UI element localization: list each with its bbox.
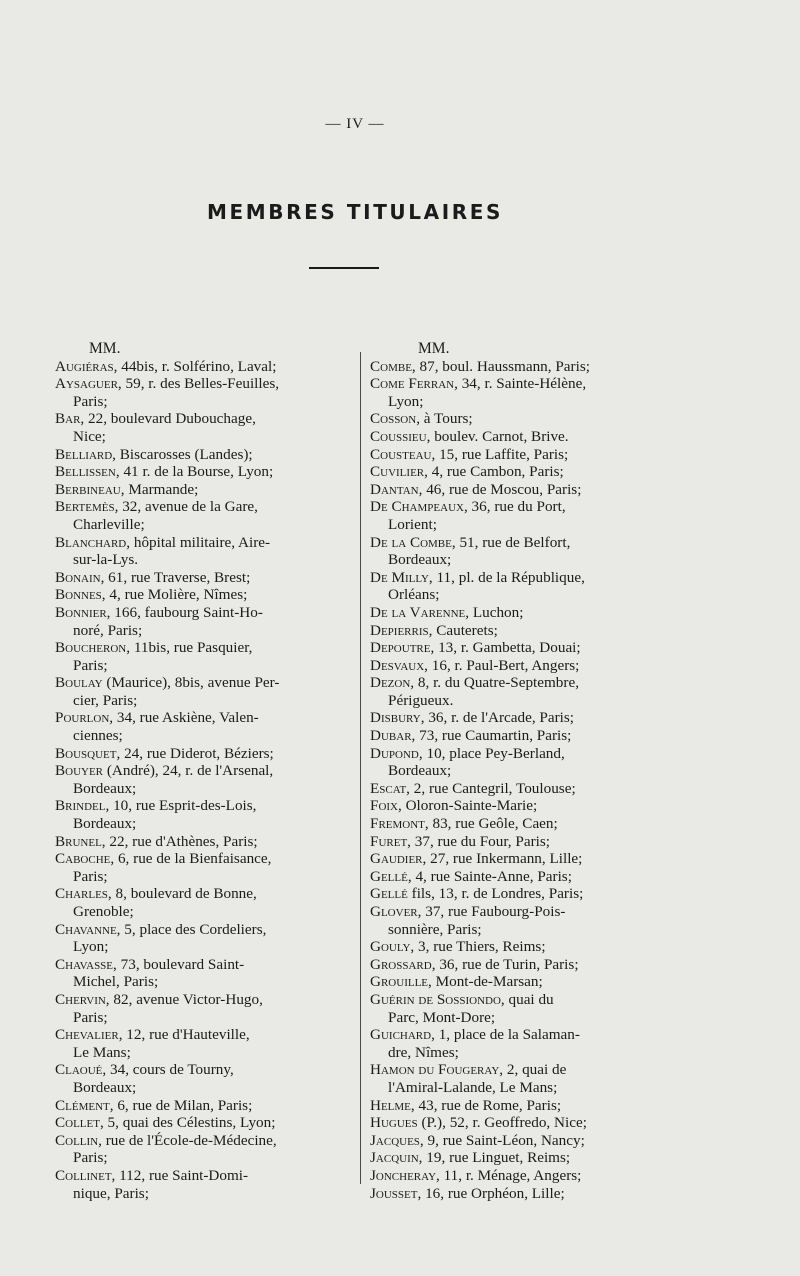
member-address-continuation: Bordeaux; — [388, 762, 452, 780]
member-entry — [370, 956, 660, 974]
member-entry — [370, 903, 660, 938]
member-entry — [55, 850, 347, 885]
member-address: 4, rue Molière, Nîmes; — [109, 586, 248, 604]
member-name: Berbineau, — [55, 480, 125, 498]
member-name: Chervin, — [55, 990, 110, 1008]
member-entry — [370, 604, 660, 622]
member-entry — [370, 428, 660, 446]
member-entry — [55, 463, 347, 481]
member-address: (Maurice), 8bis, avenue Per- — [106, 674, 280, 692]
member-address: 61, rue Traverse, Brest; — [108, 568, 251, 586]
member-entry — [370, 727, 660, 745]
member-address: Marmande; — [128, 480, 199, 498]
member-name: Desvaux, — [370, 656, 428, 674]
member-entry — [370, 1097, 660, 1115]
member-entry — [55, 358, 347, 376]
member-address-continuation: nique, Paris; — [73, 1184, 149, 1202]
member-entry — [370, 639, 660, 657]
member-entry — [370, 868, 660, 886]
member-address-continuation: Orléans; — [388, 586, 440, 604]
member-name: Jacques, — [370, 1131, 424, 1149]
member-address-continuation: Nice; — [73, 427, 106, 445]
member-address-continuation: dre, Nîmes; — [388, 1043, 459, 1061]
member-address: 46, rue de Moscou, Paris; — [426, 480, 582, 498]
member-name: Gaudier, — [370, 850, 427, 868]
member-address-continuation: Paris; — [73, 867, 108, 885]
member-address-continuation: Paris; — [73, 392, 108, 410]
member-name: Combe, — [370, 357, 416, 375]
member-entry — [55, 833, 347, 851]
member-entry — [370, 657, 660, 675]
member-address-continuation: Périgueux. — [388, 691, 454, 709]
member-entry — [55, 762, 347, 797]
member-name: Joncheray, — [370, 1166, 440, 1184]
member-address: 37, rue Faubourg-Pois- — [425, 903, 566, 920]
member-entry — [55, 709, 347, 744]
member-address: rue de l'École-de-Médecine, — [105, 1131, 277, 1149]
member-entry — [370, 833, 660, 851]
member-name: Dantan, — [370, 480, 423, 498]
member-address-continuation: sur-la-Lys. — [73, 551, 139, 569]
member-entry — [55, 534, 347, 569]
member-entry — [370, 1149, 660, 1167]
member-address: 11, pl. de la République, — [436, 568, 585, 586]
left-member-list — [55, 358, 347, 1203]
member-address-continuation: Paris; — [73, 1008, 108, 1026]
member-entry — [370, 1026, 660, 1061]
member-entry — [55, 498, 347, 533]
member-address-continuation: Lyon; — [73, 938, 109, 956]
member-name: Glover, — [370, 903, 422, 920]
member-address: 6, rue de Milan, Paris; — [117, 1096, 253, 1114]
member-address-continuation: ciennes; — [73, 727, 123, 745]
member-address: quai du — [508, 990, 554, 1008]
member-address: 15, rue Laffite, Paris; — [439, 445, 569, 463]
member-address: Biscarosses (Landes); — [119, 445, 253, 463]
member-entry — [55, 885, 347, 920]
member-address-continuation: sonnière, Paris; — [388, 920, 482, 938]
member-address: 73, rue Caumartin, Paris; — [419, 727, 572, 745]
member-address: 87, boul. Haussmann, Paris; — [419, 357, 590, 375]
member-address: fils, 13, r. de Londres, Paris; — [411, 885, 584, 903]
member-address: 22, boulevard Dubouchage, — [88, 410, 256, 428]
member-address: boulev. Carnot, Brive. — [434, 427, 569, 445]
member-name: Bonnier, — [55, 603, 111, 621]
column-divider — [360, 352, 361, 1184]
member-name: Dupond, — [370, 744, 423, 762]
member-entry — [370, 745, 660, 780]
member-address: 4, rue Sainte-Anne, Paris; — [415, 867, 572, 885]
member-address: 43, rue de Rome, Paris; — [418, 1096, 562, 1114]
member-address: 32, avenue de la Gare, — [122, 498, 258, 516]
member-entry — [370, 991, 660, 1026]
member-entry — [55, 1114, 347, 1132]
member-name: Bar, — [55, 410, 85, 428]
member-name: Collet, — [55, 1114, 104, 1132]
member-entry — [370, 622, 660, 640]
member-name: Foix, — [370, 797, 402, 815]
member-name: Cosson, — [370, 410, 420, 428]
member-address: 34, rue Askiène, Valen- — [116, 709, 259, 727]
member-entry — [55, 1026, 347, 1061]
member-name: Brindel, — [55, 797, 110, 815]
member-address: 37, rue du Four, Paris; — [414, 832, 550, 850]
member-address: 5, place des Cordeliers, — [124, 920, 267, 938]
member-name: Collin, — [55, 1131, 102, 1149]
member-name: Gouly, — [370, 938, 415, 956]
member-name: Aysaguer, — [55, 375, 122, 393]
member-address: 8, boulevard de Bonne, — [115, 885, 257, 903]
member-name: Clément, — [55, 1096, 114, 1114]
member-entry — [55, 991, 347, 1026]
member-name: Helme, — [370, 1096, 415, 1114]
member-name: Dubar, — [370, 727, 416, 745]
member-name: Bonnes, — [55, 586, 106, 604]
member-address: 27, rue Inkermann, Lille; — [430, 850, 583, 868]
member-name: De la Varenne, — [370, 603, 470, 621]
member-name: Guichard, — [370, 1026, 435, 1044]
member-entry — [370, 410, 660, 428]
member-address: 8, r. du Quatre-Septembre, — [417, 674, 579, 692]
member-address: 4, rue Cambon, Paris; — [431, 463, 564, 481]
member-address: 11, r. Ménage, Angers; — [443, 1166, 582, 1184]
member-entry — [370, 850, 660, 868]
member-address-continuation: Grenoble; — [73, 903, 134, 920]
member-entry — [370, 797, 660, 815]
member-name: Hugues — [370, 1114, 418, 1132]
member-name: Guérin de Sossiondo, — [370, 990, 505, 1008]
member-entry — [55, 921, 347, 956]
member-name: Boulay — [55, 674, 103, 692]
member-address: 24, rue Diderot, Béziers; — [124, 744, 274, 762]
member-address-continuation: Bordeaux; — [73, 1078, 137, 1096]
member-address: Luchon; — [472, 603, 524, 621]
member-name: Belliard, — [55, 445, 116, 463]
member-entry — [370, 463, 660, 481]
member-address: à Tours; — [423, 410, 473, 428]
member-name: Bouyer — [55, 762, 104, 780]
member-address: 5, quai des Célestins, Lyon; — [107, 1114, 276, 1132]
member-address: 44bis, r. Solférino, Laval; — [121, 357, 277, 375]
member-name: Disbury, — [370, 709, 425, 727]
left-column — [55, 340, 347, 1202]
member-address: 1, place de la Salaman- — [438, 1026, 580, 1044]
member-entry — [55, 410, 347, 445]
member-name: Furet, — [370, 832, 411, 850]
member-address: Cauterets; — [436, 621, 498, 639]
member-name: Bonain, — [55, 568, 105, 586]
member-entry — [55, 604, 347, 639]
member-entry — [370, 446, 660, 464]
title-rule — [309, 267, 379, 269]
member-entry — [370, 973, 660, 991]
member-address: 11bis, rue Pasquier, — [133, 639, 253, 657]
member-name: Hamon du Fougeray, — [370, 1061, 504, 1079]
member-entry — [55, 745, 347, 763]
member-name: Bertemès, — [55, 498, 119, 516]
member-address: 22, rue d'Athènes, Paris; — [109, 832, 258, 850]
member-address-continuation: cier, Paris; — [73, 691, 138, 709]
member-entry — [370, 498, 660, 533]
member-entry — [55, 1097, 347, 1115]
member-name: Claoué, — [55, 1061, 107, 1079]
member-address: 9, rue Saint-Léon, Nancy; — [427, 1131, 585, 1149]
member-name: Jacquin, — [370, 1149, 423, 1167]
member-entry — [370, 569, 660, 604]
member-name: Brunel, — [55, 832, 106, 850]
member-address: 16, rue Orphéon, Lille; — [425, 1184, 565, 1202]
member-address: 10, place Pey-Berland, — [426, 744, 565, 762]
member-name: Collinet, — [55, 1166, 116, 1184]
member-name: Augiéras, — [55, 357, 118, 375]
member-name: Cousteau, — [370, 445, 436, 463]
member-address-continuation: Bordeaux; — [73, 779, 137, 797]
member-entry — [55, 1167, 347, 1202]
right-member-list — [370, 358, 660, 1203]
member-entry — [370, 780, 660, 798]
left-column-heading: MM. — [89, 340, 121, 357]
page-title: MEMBRES TITULAIRES — [206, 200, 504, 224]
member-address: 3, rue Thiers, Reims; — [418, 938, 546, 956]
member-address-continuation: l'Amiral-Lalande, Le Mans; — [388, 1078, 558, 1096]
member-entry — [55, 569, 347, 587]
member-address: 83, rue Geôle, Caen; — [432, 815, 558, 833]
member-entry — [370, 815, 660, 833]
member-entry — [370, 1114, 660, 1132]
member-name: Come Ferran, — [370, 375, 458, 393]
member-name: Grouille, — [370, 973, 432, 991]
member-name: Bellissen, — [55, 463, 120, 481]
member-entry — [370, 1167, 660, 1185]
member-address-continuation: Bordeaux; — [73, 815, 137, 833]
member-name: Chavasse, — [55, 955, 117, 973]
member-name: De Milly, — [370, 568, 433, 586]
member-name: Gellé, — [370, 867, 412, 885]
member-address: (André), 24, r. de l'Arsenal, — [106, 762, 274, 780]
member-address-continuation: Le Mans; — [73, 1043, 131, 1061]
member-entry — [55, 674, 347, 709]
member-address: 19, rue Linguet, Reims; — [426, 1149, 571, 1167]
member-address: hôpital militaire, Aire- — [133, 533, 271, 551]
member-name: Blanchard, — [55, 533, 131, 551]
member-entry — [370, 1132, 660, 1150]
member-address-continuation: Parc, Mont-Dore; — [388, 1008, 496, 1026]
member-entry — [55, 586, 347, 604]
member-name: Dezon, — [370, 674, 415, 692]
member-address: 16, r. Paul-Bert, Angers; — [431, 656, 580, 674]
member-address: 166, faubourg Saint-Ho- — [114, 603, 263, 621]
member-address: 82, avenue Victor-Hugo, — [113, 990, 263, 1008]
right-column-heading: MM. — [418, 340, 450, 357]
member-address: Oloron-Sainte-Marie; — [405, 797, 538, 815]
member-entry — [370, 1185, 660, 1203]
member-name: Gellé — [370, 885, 408, 903]
member-address: 10, rue Esprit-des-Lois, — [113, 797, 257, 815]
member-address-continuation: Lyon; — [388, 392, 424, 410]
member-entry — [370, 481, 660, 499]
member-address: 41 r. de la Bourse, Lyon; — [123, 463, 274, 481]
member-entry — [370, 938, 660, 956]
member-name: De Champeaux, — [370, 498, 468, 516]
member-name: Jousset, — [370, 1184, 422, 1202]
member-entry — [370, 1061, 660, 1096]
member-name: Fremont, — [370, 815, 429, 833]
member-name: Escat, — [370, 779, 410, 797]
member-name: Caboche, — [55, 850, 115, 868]
member-address: 6, rue de la Bienfaisance, — [117, 850, 272, 868]
member-address-continuation: Paris; — [73, 1149, 108, 1167]
member-entry — [55, 481, 347, 499]
member-name: Charles, — [55, 885, 112, 903]
member-address: 59, r. des Belles-Feuilles, — [125, 375, 280, 393]
member-address: 36, rue du Port, — [471, 498, 566, 516]
member-entry — [55, 797, 347, 832]
member-name: Pourlon, — [55, 709, 114, 727]
member-address: 73, boulevard Saint- — [120, 955, 245, 973]
member-entry — [370, 885, 660, 903]
member-entry — [370, 709, 660, 727]
member-name: Grossard, — [370, 955, 436, 973]
member-address: 51, rue de Belfort, — [459, 533, 571, 551]
right-column — [370, 340, 660, 1202]
member-address-continuation: Bordeaux; — [388, 551, 452, 569]
member-address: (P.), 52, r. Geoffredo, Nice; — [421, 1114, 587, 1132]
member-entry — [55, 956, 347, 991]
member-name: Chevalier, — [55, 1026, 123, 1044]
page-number: — IV — — [325, 116, 385, 132]
member-entry — [55, 1132, 347, 1167]
member-name: Chavanne, — [55, 920, 121, 938]
member-entry — [55, 446, 347, 464]
member-name: Cuvilier, — [370, 463, 428, 481]
member-entry — [370, 674, 660, 709]
member-address: 13, r. Gambetta, Douai; — [438, 639, 581, 657]
member-address: 2, rue Cantegril, Toulouse; — [413, 779, 576, 797]
member-name: Boucheron, — [55, 639, 131, 657]
member-name: Depierris, — [370, 621, 433, 639]
member-address: Mont-de-Marsan; — [435, 973, 543, 991]
member-address: 12, rue d'Hauteville, — [126, 1026, 250, 1044]
member-address: 34, cours de Tourny, — [110, 1061, 234, 1079]
member-address: 112, rue Saint-Domi- — [119, 1166, 249, 1184]
member-address-continuation: Charleville; — [73, 515, 145, 533]
member-entry — [55, 639, 347, 674]
member-address: 36, r. de l'Arcade, Paris; — [428, 709, 575, 727]
member-address-continuation: Michel, Paris; — [73, 973, 159, 991]
member-entry — [55, 375, 347, 410]
member-entry — [55, 1061, 347, 1096]
member-address: 36, rue de Turin, Paris; — [439, 955, 579, 973]
member-entry — [370, 375, 660, 410]
member-address-continuation: Lorient; — [388, 515, 437, 533]
member-address-continuation: Paris; — [73, 656, 108, 674]
member-name: De la Combe, — [370, 533, 456, 551]
member-address-continuation: noré, Paris; — [73, 621, 143, 639]
member-name: Coussieu, — [370, 427, 431, 445]
member-name: Depoutre, — [370, 639, 435, 657]
member-name: Bousquet, — [55, 744, 121, 762]
member-address: 34, r. Sainte-Hélène, — [461, 375, 587, 393]
member-address: 2, quai de — [506, 1061, 567, 1079]
member-entry — [370, 534, 660, 569]
member-entry — [370, 358, 660, 376]
